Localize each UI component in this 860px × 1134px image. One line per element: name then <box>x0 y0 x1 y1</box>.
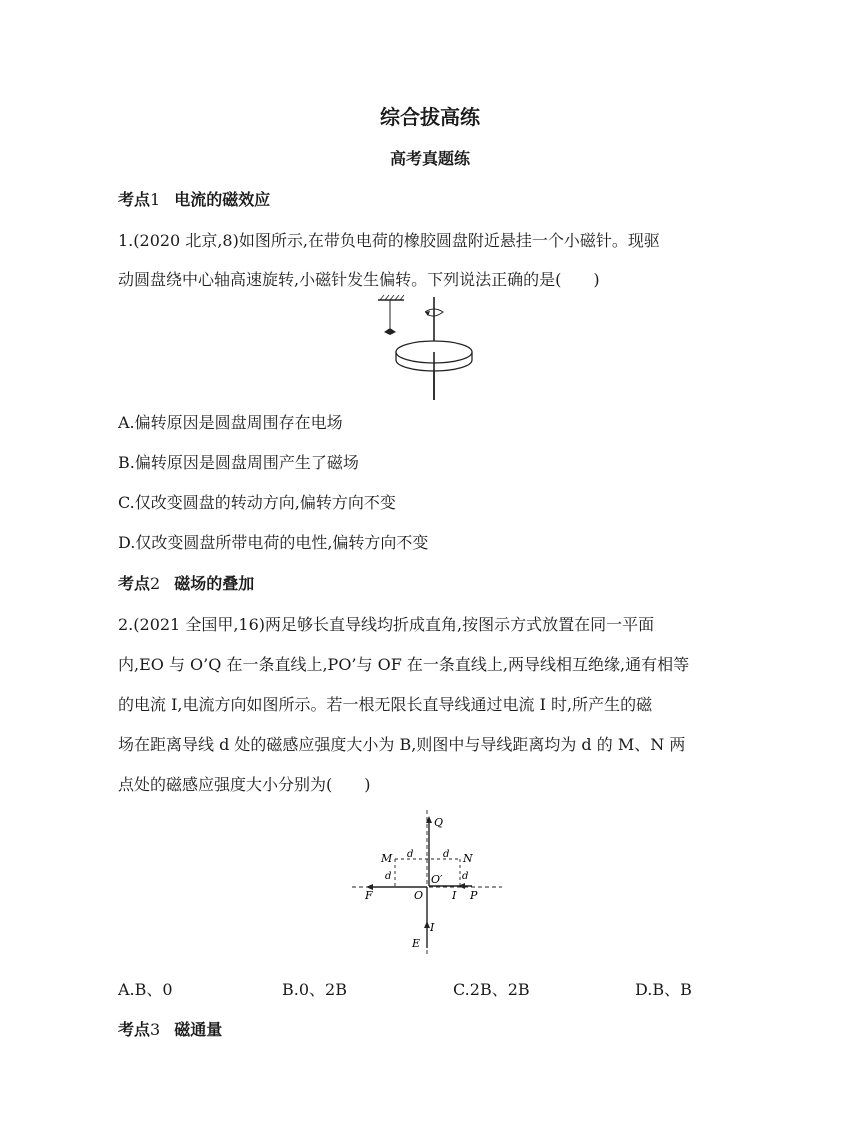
question-2-line-1: 2.(2021 全国甲,16)两足够长直导线均折成直角,按图示方式放置在同一平面 <box>118 615 655 634</box>
question-1-option-b: B.偏转原因是圆盘周围产生了磁场 <box>118 453 359 472</box>
section-name: 磁通量 <box>174 1020 223 1039</box>
label-f: F <box>365 889 373 902</box>
label-d-top-left: d <box>407 849 414 860</box>
section-number: 3 <box>150 1020 161 1039</box>
wires-figure <box>350 808 510 958</box>
question-2-option-d: D.B、B <box>635 980 692 999</box>
question-2-option-c: C.2B、2B <box>453 980 530 999</box>
question-1-option-a: A.偏转原因是圆盘周围存在电场 <box>118 413 343 432</box>
section-name: 磁场的叠加 <box>174 574 255 593</box>
label-n: N <box>463 852 473 865</box>
label-d-left: d <box>385 871 392 882</box>
label-d-right: d <box>462 871 469 882</box>
section-number: 2 <box>150 574 161 593</box>
label-o-prime: O′ <box>431 873 443 886</box>
question-1-line-2: 动圆盘绕中心轴高速旋转,小磁针发生偏转。下列说法正确的是( ) <box>118 270 600 289</box>
question-1-option-d: D.仅改变圆盘所带电荷的电性,偏转方向不变 <box>118 533 429 552</box>
label-m: M <box>381 852 393 865</box>
page-subtitle: 高考真题练 <box>389 149 470 168</box>
question-2-option-b: B.0、2B <box>282 980 347 999</box>
label-q: Q <box>434 816 444 829</box>
section-heading-2 <box>118 571 254 594</box>
question-2-line-4: 场在距离导线 d 处的磁感应强度大小为 B,则图中与导线距离均为 d 的 M、N 两 <box>118 735 686 754</box>
section-heading-3 <box>118 1017 222 1040</box>
label-o: O <box>414 889 424 902</box>
question-1-line-1: 1.(2020 北京,8)如图所示,在带负电荷的橡胶圆盘附近悬挂一个小磁针。现驱 <box>118 231 660 250</box>
section-number: 1 <box>150 190 161 209</box>
page-title: 综合拔高练 <box>380 105 480 129</box>
label-i-horizontal: I <box>452 889 457 902</box>
question-2-option-a: A.B、0 <box>118 980 173 999</box>
disk-needle-figure <box>370 292 490 402</box>
section-label: 考点 <box>118 574 151 593</box>
question-2-line-2: 内,EO 与 O’Q 在一条直线上,PO’与 OF 在一条直线上,两导线相互绝缘,通有相等 <box>118 655 690 674</box>
question-2-line-5: 点处的磁感应强度大小分别为( ) <box>118 775 371 794</box>
section-label: 考点 <box>118 190 151 209</box>
section-label: 考点 <box>118 1020 151 1039</box>
label-e: E <box>412 937 421 950</box>
question-2-line-3: 的电流 I,电流方向如图所示。若一根无限长直导线通过电流 I 时,所产生的磁 <box>118 695 653 714</box>
label-i-vertical: I <box>430 921 435 934</box>
question-1-option-c: C.仅改变圆盘的转动方向,偏转方向不变 <box>118 493 396 512</box>
section-heading-1 <box>118 187 270 210</box>
label-p: P <box>470 889 478 902</box>
label-d-top-right: d <box>443 849 450 860</box>
section-name: 电流的磁效应 <box>174 190 271 209</box>
